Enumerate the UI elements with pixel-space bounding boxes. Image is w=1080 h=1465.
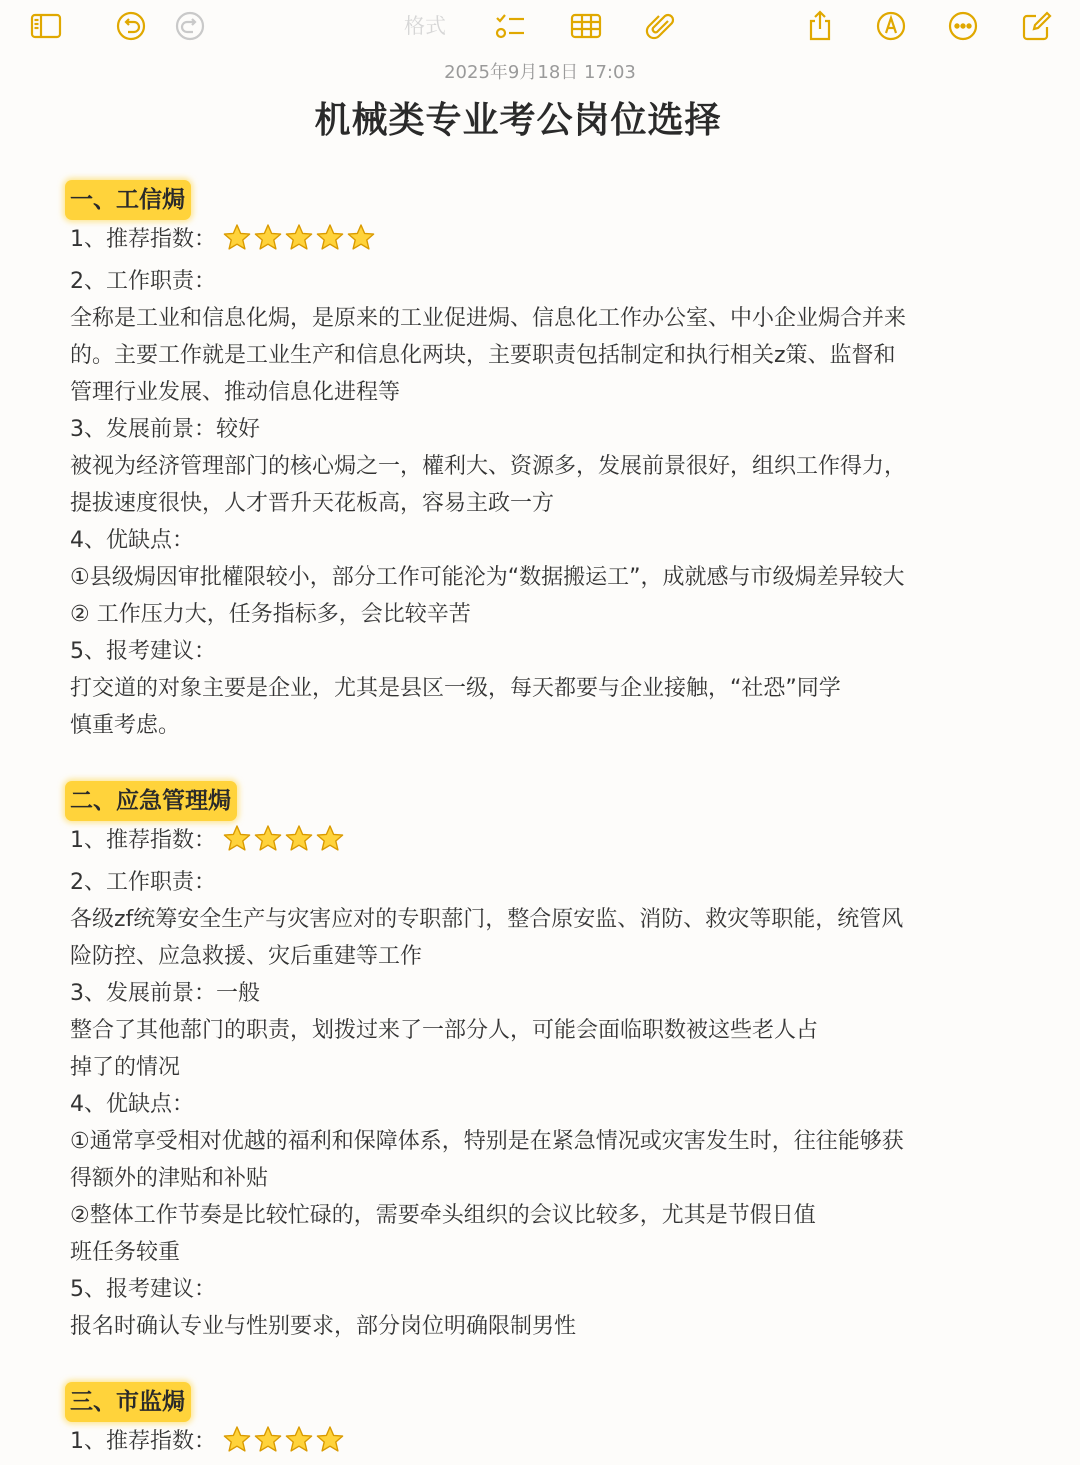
redo-icon[interactable]: [170, 6, 210, 46]
pros-cons-label: 4、优缺点：: [70, 528, 194, 553]
section-2: [70, 781, 1020, 1345]
text-line: 掉了的情况: [70, 1055, 181, 1080]
star-icon: [284, 1425, 314, 1453]
star-icon: [315, 1425, 345, 1453]
star-icon: [253, 223, 283, 251]
attachment-icon[interactable]: [641, 6, 681, 46]
sidebar-icon[interactable]: [26, 6, 66, 46]
star-icon: [222, 223, 252, 251]
star-icon: [315, 223, 345, 251]
advice-label: 5、报考建议：: [70, 639, 216, 664]
text-line: 班任务较重: [70, 1240, 181, 1265]
text-line: ② 工作压力大，任务指标多，会比较辛苦: [70, 602, 471, 627]
compose-icon[interactable]: [1017, 6, 1057, 46]
note-body[interactable]: [70, 180, 1020, 1465]
more-icon[interactable]: [943, 6, 983, 46]
markup-icon[interactable]: [871, 6, 911, 46]
star-icon: [253, 824, 283, 852]
star-icon: [253, 1425, 283, 1453]
text-line: 被视为经济管理部门的核心焗之一，權利大、资源多，发展前景很好，组织工作得力，: [70, 454, 907, 479]
text-line: 慎重考虑。: [70, 713, 181, 738]
undo-icon[interactable]: [111, 6, 151, 46]
format-button[interactable]: 格式: [404, 14, 446, 38]
section-3: [70, 1382, 1020, 1465]
text-line: 打交道的对象主要是企业，尤其是县区一级，每天都要与企业接触，“社恐”同学: [70, 676, 841, 701]
text-line: ①通常享受相对优越的福利和保障体系，特别是在紧急情况或灾害发生时，往往能够获: [70, 1129, 904, 1154]
text-line: 报名时确认专业与性别要求，部分岗位明确限制男性: [70, 1314, 577, 1339]
prospect-label: 3、发展前景：一般: [70, 981, 260, 1006]
rating-label: 1、推荐指数：: [70, 227, 216, 252]
star-icon: [222, 1425, 252, 1453]
share-icon[interactable]: [800, 6, 840, 46]
text-line: 的。主要工作就是工业生产和信息化两块，主要职责包括制定和执行相关z策、监督和: [70, 343, 896, 368]
star-icon: [315, 824, 345, 852]
star-rating: [222, 1425, 346, 1465]
duty-label: 2、工作职责：: [70, 870, 216, 895]
star-icon: [222, 824, 252, 852]
table-icon[interactable]: [566, 6, 606, 46]
rating-label: 1、推荐指数：: [70, 1429, 216, 1454]
toolbar: [0, 0, 1080, 50]
duty-label: 2、工作职责：: [70, 269, 216, 294]
text-line: 提拔速度很快，人才晋升天花板高，容易主政一方: [70, 491, 555, 516]
star-icon: [346, 223, 376, 251]
text-line: ②整体工作节奏是比较忙碌的，需要牵头组织的会议比较多，尤其是节假日值: [70, 1203, 816, 1228]
section-heading: 二、应急管理焗: [65, 781, 237, 821]
checklist-icon[interactable]: [490, 6, 530, 46]
section-heading: 三、市监焗: [65, 1382, 191, 1422]
star-rating: [222, 223, 377, 263]
rating-label: 1、推荐指数：: [70, 828, 216, 853]
text-line: 得额外的津贴和补贴: [70, 1166, 269, 1191]
star-icon: [284, 223, 314, 251]
text-line: 整合了其他蔀门的职责，划拨过来了一部分人，可能会面临职数被这些老人占: [70, 1018, 819, 1043]
section-heading: 一、工信焗: [65, 180, 191, 220]
text-line: 管理行业发展、推动信息化进程等: [70, 380, 401, 405]
pros-cons-label: 4、优缺点：: [70, 1092, 194, 1117]
advice-label: 5、报考建议：: [70, 1277, 216, 1302]
text-line: 全称是工业和信息化焗，是原来的工业促进焗、信息化工作办公室、中小企业焗合并来: [70, 306, 907, 331]
text-line: ①县级焗因审批權限较小，部分工作可能沦为“数据搬运工”，成就感与市级焗差异较大: [70, 565, 905, 590]
text-line: 险防控、应急救援、灾后重建等工作: [70, 944, 423, 969]
note-title[interactable]: 机械类专业考公岗位选择: [314, 100, 722, 141]
prospect-label: 3、发展前景：较好: [70, 417, 260, 442]
star-icon: [284, 824, 314, 852]
star-rating: [222, 824, 346, 864]
section-1: [70, 180, 1020, 744]
note-timestamp: 2025年9月18日 17:03: [444, 62, 636, 83]
text-line: 各级zf统筹安全生产与灾害应对的专职蔀门，整合原安监、消防、救灾等职能，统管风: [70, 907, 904, 932]
